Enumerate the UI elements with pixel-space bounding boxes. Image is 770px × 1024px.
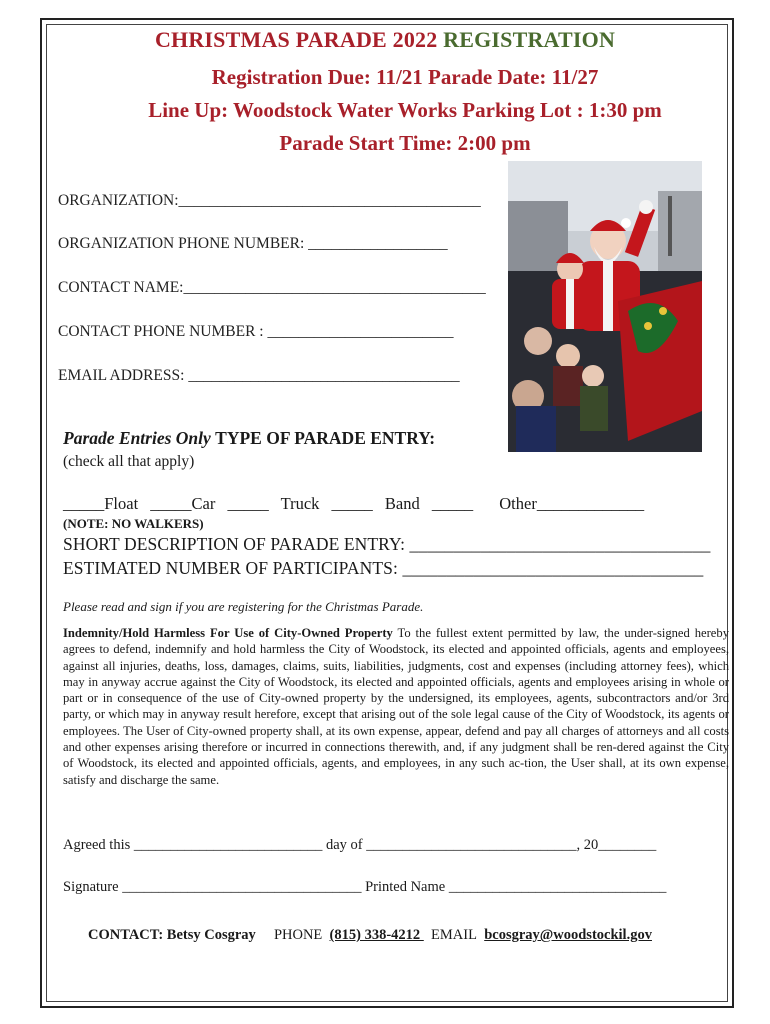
short-description-field[interactable]: SHORT DESCRIPTION OF PARADE ENTRY: __________________________________ [63, 534, 711, 554]
lineup-location: Line Up: Woodstock Water Works Parking Lot : 1:30 pm [148, 98, 662, 122]
check-all-instruction: (check all that apply) [63, 453, 195, 470]
page-title [0, 27, 770, 53]
truck-option: Truck [280, 494, 320, 513]
other-blank[interactable]: _____ [431, 494, 474, 513]
no-walkers-note: (NOTE: NO WALKERS) [63, 516, 204, 531]
phone-label: PHONE [273, 927, 323, 943]
signature-line[interactable]: Signature _________________________________ Printed Name ______________________________ [63, 879, 667, 895]
organization-phone-field[interactable]: ORGANIZATION PHONE NUMBER: __________________ [58, 235, 448, 252]
entry-type-label: TYPE OF PARADE ENTRY: [215, 428, 436, 448]
contact-phone-field[interactable]: CONTACT PHONE NUMBER : ________________________ [58, 323, 454, 340]
title-registration: REGISTRATION [443, 27, 616, 52]
entries-only-label: Parade Entries Only [63, 428, 211, 448]
start-time: Parade Start Time: 2:00 pm [279, 131, 531, 155]
parade-entries-heading [63, 428, 435, 449]
truck-blank[interactable]: _____ [227, 494, 269, 513]
indemnity-heading: Indemnity/Hold Harmless For Use of City-Owned Property [63, 626, 393, 640]
email-address-field[interactable]: EMAIL ADDRESS: ___________________________________ [58, 367, 460, 384]
float-option[interactable]: _____Float [63, 494, 139, 513]
registration-dates: Registration Due: 11/21 Parade Date: 11/27 [211, 65, 599, 89]
band-blank[interactable]: _____ [331, 494, 373, 513]
other-option[interactable]: Other_____________ [499, 494, 645, 513]
organization-field[interactable]: ORGANIZATION:_______________________________________ [58, 192, 481, 209]
email-link[interactable]: bcosgray@woodstockil.gov [484, 927, 652, 943]
contact-line [88, 927, 652, 944]
band-option: Band [384, 494, 420, 513]
indemnity-text: To the fullest extent permitted by law, the under-signed hereby agrees to defend, indemnify and hold harmless the City of Woodstock, its elected and appointed officials, agents and employees, against all injuries, deaths, loss, damages, claims, suits, liabilities, judgments, cost and expenses (including attorney fees), which may in anyway accrue against the City of Woodstock, its elected and appointed officials, agents and employees arising in whole or part or in consequence of the use of City-owned property by the undersigned, its employees, agents, subcontractors and/or 3rd party, or which may in anyway result herefore, except that arising out of the sole legal cause of the City of Woodstock, its agents or employees. The User of City-owned property shall, at its own expense, appear, defend and pay all charges of attorneys and all costs and other expenses arising therefore or incurred in connections therewith, and, if any judgment shall be ren-dered against the City of Woodstock, its elected and appointed officials, agents, and employees, in any such ac-tion, the User shall, at its own expense, satisfy and discharge the same. [63, 626, 729, 787]
agreed-date-line[interactable]: Agreed this __________________________ day of _____________________________, 20________ [63, 837, 657, 853]
entry-type-options [63, 494, 652, 514]
contact-name-field[interactable]: CONTACT NAME:_______________________________________ [58, 279, 486, 296]
email-label: EMAIL [431, 927, 477, 943]
contact-name: CONTACT: Betsy Cosgray [88, 927, 256, 943]
indemnity-paragraph [63, 625, 729, 788]
phone-number[interactable]: (815) 338-4212 [329, 927, 424, 943]
car-option[interactable]: _____Car [150, 494, 216, 513]
please-read-note: Please read and sign if you are registering for the Christmas Parade. [63, 599, 424, 614]
santa-parade-photo [508, 161, 702, 452]
participants-field[interactable]: ESTIMATED NUMBER OF PARTICIPANTS: __________________________________ [63, 558, 704, 578]
title-main: CHRISTMAS PARADE 2022 [154, 27, 438, 52]
